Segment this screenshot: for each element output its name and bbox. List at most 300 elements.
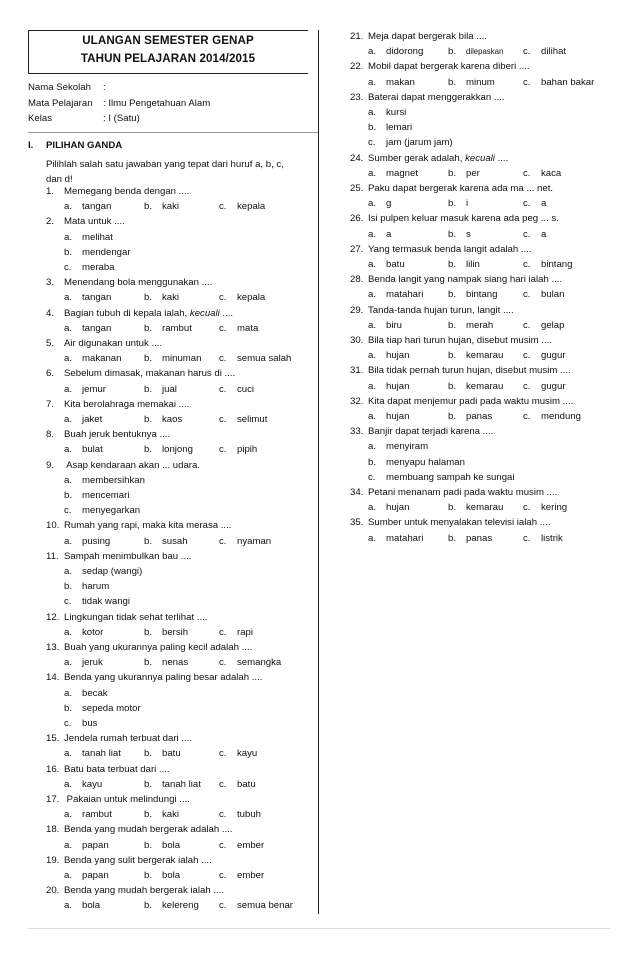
option-text: i (466, 198, 469, 210)
question-number: 29. (350, 304, 364, 316)
option-letter: b. (448, 259, 457, 270)
question-item (46, 429, 170, 440)
option-a (64, 475, 145, 486)
question-text: Lingkungan tidak sehat terlihat .... (64, 611, 208, 623)
option-letter: a. (368, 502, 377, 514)
option-text: kaki (162, 201, 180, 213)
question-item (350, 213, 559, 224)
option-a (64, 232, 113, 243)
option-letter: c. (219, 870, 227, 881)
option-text: lemari (386, 122, 413, 134)
option-letter: c. (64, 262, 72, 273)
question-number: 10. (46, 520, 60, 532)
info-label: Mata Pelajaran (28, 98, 93, 109)
question-number: 25. (350, 183, 364, 194)
option-text: pipih (237, 444, 258, 456)
option-letter: b. (64, 581, 73, 593)
question-number: 7. (46, 398, 55, 410)
option-c (219, 627, 253, 638)
question-item (46, 855, 212, 866)
option-a (64, 536, 110, 547)
option-text: sedap (wangi) (82, 566, 143, 577)
option-text: jeruk (82, 657, 103, 669)
option-letter: b. (144, 535, 153, 547)
option-c (523, 350, 566, 361)
question-text: Bila tidak pernah turun hujan, disebut musim .... (368, 365, 571, 377)
option-c (64, 596, 130, 607)
option-text: kursi (386, 107, 407, 118)
question-item (46, 277, 212, 288)
option-a (64, 657, 103, 668)
option-c (523, 320, 564, 331)
question-number: 35. (350, 517, 364, 529)
option-letter: c. (219, 414, 227, 425)
option-text: kaca (541, 167, 562, 179)
question-number: 13. (46, 642, 60, 653)
option-text: nyaman (237, 535, 272, 547)
question-text: Asap kendaraan akan ... udara. (64, 459, 201, 471)
question-number: 24. (350, 152, 364, 164)
option-a (64, 870, 109, 881)
question-number: 9. (46, 459, 55, 471)
option-text: pusing (82, 535, 111, 547)
option-text: bola (162, 870, 181, 881)
option-text: batu (162, 748, 181, 760)
option-text: kepala (237, 201, 266, 213)
option-c (219, 292, 265, 303)
question-text: Air digunakan untuk .... (64, 338, 163, 349)
option-text: papan (82, 870, 109, 881)
question-text: Benda yang mudah bergerak adalah .... (64, 824, 233, 836)
option-letter: c. (219, 292, 227, 304)
option-a (368, 229, 391, 240)
option-text: hujan (386, 380, 410, 392)
option-letter: a. (64, 383, 73, 395)
question-text: Baterai dapat menggerakkan .... (368, 91, 505, 103)
option-letter: a. (64, 231, 73, 243)
option-a (64, 688, 108, 699)
option-text: merah (466, 319, 494, 331)
option-c (219, 414, 267, 425)
option-letter: a. (368, 532, 377, 544)
option-text: sepeda motor (82, 702, 141, 714)
option-a (64, 384, 106, 395)
question-number: 15. (46, 733, 60, 745)
question-number: 19. (46, 854, 60, 866)
option-letter: c. (523, 502, 531, 514)
section-label: PILIHAN GANDA (46, 140, 123, 151)
question-text: Bagian tubuh di kepala ialah, (64, 307, 190, 319)
option-letter: c. (219, 201, 227, 213)
option-letter: b. (368, 122, 377, 134)
option-text: menyiram (386, 441, 429, 453)
option-text: hujan (386, 411, 410, 422)
option-letter: c. (219, 626, 227, 638)
option-letter: c. (64, 718, 72, 729)
question-number: 23. (350, 91, 364, 103)
question-emphasis: kecuali (465, 152, 495, 164)
question-item (350, 244, 532, 255)
question-number: 22. (350, 61, 364, 73)
option-c (368, 137, 453, 148)
question-item (46, 672, 262, 683)
question-item (46, 460, 200, 471)
option-a (368, 289, 423, 300)
question-item (46, 308, 233, 319)
option-letter: b. (144, 383, 153, 395)
option-letter: a. (368, 289, 377, 301)
option-b (448, 77, 495, 88)
option-text: ember (237, 839, 265, 851)
option-text: harum (82, 581, 110, 593)
question-emphasis: kecuali (189, 307, 220, 319)
option-text: bahan bakar (541, 76, 595, 88)
option-text: membersihkan (82, 474, 145, 486)
question-number: 12. (46, 611, 60, 623)
option-letter: c. (219, 748, 227, 760)
option-a (368, 168, 418, 179)
question-item (46, 338, 162, 349)
option-a (64, 809, 112, 820)
question-text: Memegang benda dengan .... (64, 186, 190, 197)
option-letter: a. (64, 657, 73, 669)
option-c (219, 201, 265, 212)
question-text: Batu bata terbuat dari .... (64, 763, 170, 775)
option-letter: b. (448, 319, 457, 331)
question-text: Buah jeruk bentuknya .... (64, 429, 171, 441)
option-text: jemur (82, 383, 106, 395)
option-text: jaket (82, 414, 103, 425)
option-b (448, 320, 493, 331)
option-letter: c. (64, 596, 72, 608)
option-c (219, 870, 264, 881)
option-text: g (386, 198, 392, 210)
option-text: panas (466, 411, 493, 422)
option-letter: a. (368, 167, 377, 179)
question-item (46, 399, 189, 410)
option-a (64, 779, 102, 790)
option-letter: b. (448, 46, 457, 58)
question-number: 21. (350, 31, 364, 42)
option-b (144, 870, 180, 881)
option-b (144, 323, 192, 334)
option-a (368, 259, 405, 270)
option-letter: b. (144, 657, 153, 669)
option-letter: b. (144, 748, 153, 760)
option-letter: c. (219, 900, 227, 912)
option-letter: c. (523, 411, 531, 422)
option-letter: a. (64, 839, 73, 851)
instructions (46, 157, 308, 187)
option-text: makan (386, 76, 415, 88)
option-text: kemarau (466, 350, 504, 362)
option-letter: c. (219, 322, 227, 334)
question-text: Mata untuk .... (64, 216, 125, 228)
question-text: Buah yang ukurannya paling kecil adalah .... (64, 642, 253, 653)
option-b (144, 657, 188, 668)
option-c (219, 900, 293, 911)
option-a (368, 198, 391, 209)
option-c (219, 657, 281, 668)
option-c (523, 77, 594, 88)
option-letter: c. (523, 289, 531, 301)
option-text: bintang (466, 289, 498, 301)
option-letter: a. (64, 414, 73, 425)
question-item (46, 824, 233, 835)
option-text: a (541, 198, 547, 210)
option-text: lilin (466, 259, 480, 270)
option-letter: a. (64, 900, 73, 912)
option-text: jam (jarum jam) (386, 137, 453, 149)
option-b (144, 536, 188, 547)
option-text: bola (82, 900, 101, 912)
option-c (64, 262, 115, 273)
option-b (144, 353, 201, 364)
question-text: Menendang bola menggunakan .... (64, 277, 213, 289)
question-item (350, 92, 505, 103)
question-item (46, 551, 191, 562)
option-a (368, 441, 428, 452)
option-a (368, 381, 409, 392)
option-letter: b. (144, 292, 153, 304)
option-letter: b. (448, 502, 457, 514)
option-text: mendengar (82, 246, 131, 258)
option-text: tanah liat (162, 778, 201, 790)
option-text: matahari (386, 532, 424, 544)
option-b (64, 703, 141, 714)
option-b (144, 627, 188, 638)
option-text: membuang sampah ke sungai (386, 471, 515, 483)
question-item (350, 153, 508, 164)
option-text: bulan (541, 289, 565, 301)
option-letter: c. (523, 532, 531, 544)
option-letter: a. (64, 322, 73, 334)
question-number: 8. (46, 429, 55, 441)
option-text: didorong (386, 46, 424, 58)
option-text: matahari (386, 289, 424, 301)
question-item (46, 186, 189, 197)
question-number: 26. (350, 213, 364, 225)
option-a (64, 840, 109, 851)
option-text: mencemari (82, 490, 130, 501)
option-text: menyegarkan (82, 505, 141, 517)
option-c (64, 505, 140, 516)
question-item (46, 520, 231, 531)
option-text: gugur (541, 380, 566, 392)
option-b (448, 533, 492, 544)
option-a (64, 566, 142, 577)
option-c (219, 323, 258, 334)
option-text: mata (237, 322, 259, 334)
option-letter: c. (219, 535, 227, 547)
question-number: 33. (350, 426, 364, 438)
option-letter: b. (448, 289, 457, 301)
option-text: rambut (162, 322, 192, 334)
option-text: biru (386, 319, 402, 331)
option-letter: a. (368, 350, 377, 362)
option-letter: b. (448, 350, 457, 362)
question-item (350, 517, 550, 528)
option-b (144, 384, 177, 395)
option-text: kelereng (162, 900, 199, 912)
option-a (368, 533, 423, 544)
option-letter: a. (368, 411, 377, 422)
option-a (64, 900, 100, 911)
info-label: Kelas (28, 113, 52, 124)
option-b (368, 457, 465, 468)
option-c (219, 779, 256, 790)
option-text: bola (162, 839, 181, 851)
separator (28, 132, 318, 133)
option-letter: a. (368, 228, 377, 240)
option-text: tubuh (237, 809, 262, 821)
option-text: semangka (237, 657, 282, 669)
option-text: batu (386, 259, 405, 270)
option-letter: b. (448, 167, 457, 179)
option-b (144, 900, 199, 911)
option-b (448, 381, 503, 392)
option-c (523, 198, 546, 209)
question-text: Benda yang mudah bergerak ialah .... (64, 885, 225, 897)
question-text: Sebelum dimasak, makanan harus di .... (64, 368, 236, 380)
question-item (46, 733, 192, 744)
option-text: tanah liat (82, 748, 121, 760)
option-letter: a. (64, 566, 73, 577)
option-text: papan (82, 839, 109, 851)
question-number: 20. (46, 885, 60, 897)
option-c (219, 809, 261, 820)
column-divider (318, 30, 319, 914)
option-letter: c. (523, 228, 531, 240)
option-c (368, 472, 515, 483)
option-text: ember (237, 870, 265, 881)
question-number: 31. (350, 365, 364, 377)
question-item (46, 216, 125, 227)
option-text: jual (162, 383, 177, 395)
option-b (448, 46, 503, 57)
option-text: nenas (162, 657, 189, 669)
option-c (523, 168, 561, 179)
option-c (523, 502, 567, 513)
question-text: Benda langit yang nampak siang hari ialah .... (368, 274, 563, 286)
option-text: meraba (82, 262, 115, 273)
option-letter: a. (64, 778, 73, 790)
option-letter: b. (144, 900, 153, 912)
question-text: Sumber gerak adalah, (368, 152, 466, 164)
option-letter: b. (144, 870, 153, 881)
option-letter: b. (368, 456, 377, 468)
option-letter: c. (523, 319, 531, 331)
question-number: 30. (350, 335, 364, 346)
option-b (144, 748, 181, 759)
question-item (350, 426, 493, 437)
question-item (350, 487, 557, 498)
option-c (219, 444, 257, 455)
option-text: hujan (386, 350, 410, 362)
option-letter: b. (448, 198, 457, 210)
option-letter: c. (523, 380, 531, 392)
question-item (46, 368, 235, 379)
option-a (368, 77, 415, 88)
option-letter: a. (64, 444, 73, 456)
option-text: kayu (237, 748, 258, 760)
option-text: bus (82, 718, 98, 729)
question-text: Benda yang ukurannya paling besar adalah .... (64, 672, 263, 684)
option-text: minuman (162, 353, 202, 365)
option-text: gelap (541, 319, 565, 331)
option-a (64, 627, 103, 638)
option-letter: a. (64, 687, 73, 699)
option-a (64, 444, 103, 455)
option-text: a (386, 228, 392, 240)
question-item (350, 365, 571, 376)
option-a (64, 292, 111, 303)
option-letter: c. (523, 46, 531, 58)
question-item (350, 335, 552, 346)
option-text: dilepaskan (466, 47, 504, 57)
option-text: minum (466, 76, 495, 88)
option-a (368, 320, 402, 331)
question-number: 11. (46, 550, 59, 562)
question-number: 28. (350, 274, 364, 286)
option-a (368, 107, 406, 118)
option-letter: b. (448, 380, 457, 392)
instruction-line: dan d! (46, 174, 73, 186)
info-school (28, 82, 106, 93)
question-number: 3. (46, 277, 55, 289)
question-text: Tanda-tanda hujan turun, langit .... (368, 304, 514, 316)
option-letter: c. (219, 657, 227, 669)
option-text: s (466, 228, 471, 240)
option-a (368, 411, 409, 422)
option-letter: c. (368, 137, 376, 149)
option-letter: c. (523, 167, 531, 179)
question-number: 18. (46, 824, 60, 836)
option-letter: c. (219, 383, 227, 395)
option-letter: b. (144, 353, 153, 365)
option-text: kayu (82, 778, 103, 790)
option-b (448, 350, 503, 361)
option-letter: b. (448, 411, 457, 422)
option-b (64, 581, 109, 592)
question-item (350, 396, 573, 407)
question-item (350, 305, 514, 316)
option-text: menyapu halaman (386, 456, 465, 468)
section-number: I. (28, 140, 34, 151)
option-c (523, 289, 564, 300)
option-b (144, 414, 182, 425)
option-letter: c. (219, 444, 227, 456)
option-text: semua salah (237, 353, 292, 365)
question-text: Paku dapat bergerak karena ada ma ... net. (368, 183, 554, 194)
question-text: Petani menanam padi pada waktu musim .... (368, 487, 558, 498)
option-text: kaki (162, 292, 180, 304)
question-text: Yang termasuk benda langit adalah .... (368, 243, 532, 255)
option-letter: a. (368, 107, 377, 118)
option-text: hujan (386, 502, 410, 514)
option-letter: a. (64, 474, 73, 486)
question-item (46, 642, 252, 653)
section-title (28, 140, 122, 151)
option-c (523, 533, 563, 544)
option-text: bersih (162, 626, 189, 638)
option-c (219, 748, 257, 759)
option-letter: c. (523, 198, 531, 210)
option-text: melihat (82, 231, 113, 243)
option-b (448, 502, 503, 513)
question-number: 14. (46, 672, 60, 684)
option-b (144, 840, 180, 851)
